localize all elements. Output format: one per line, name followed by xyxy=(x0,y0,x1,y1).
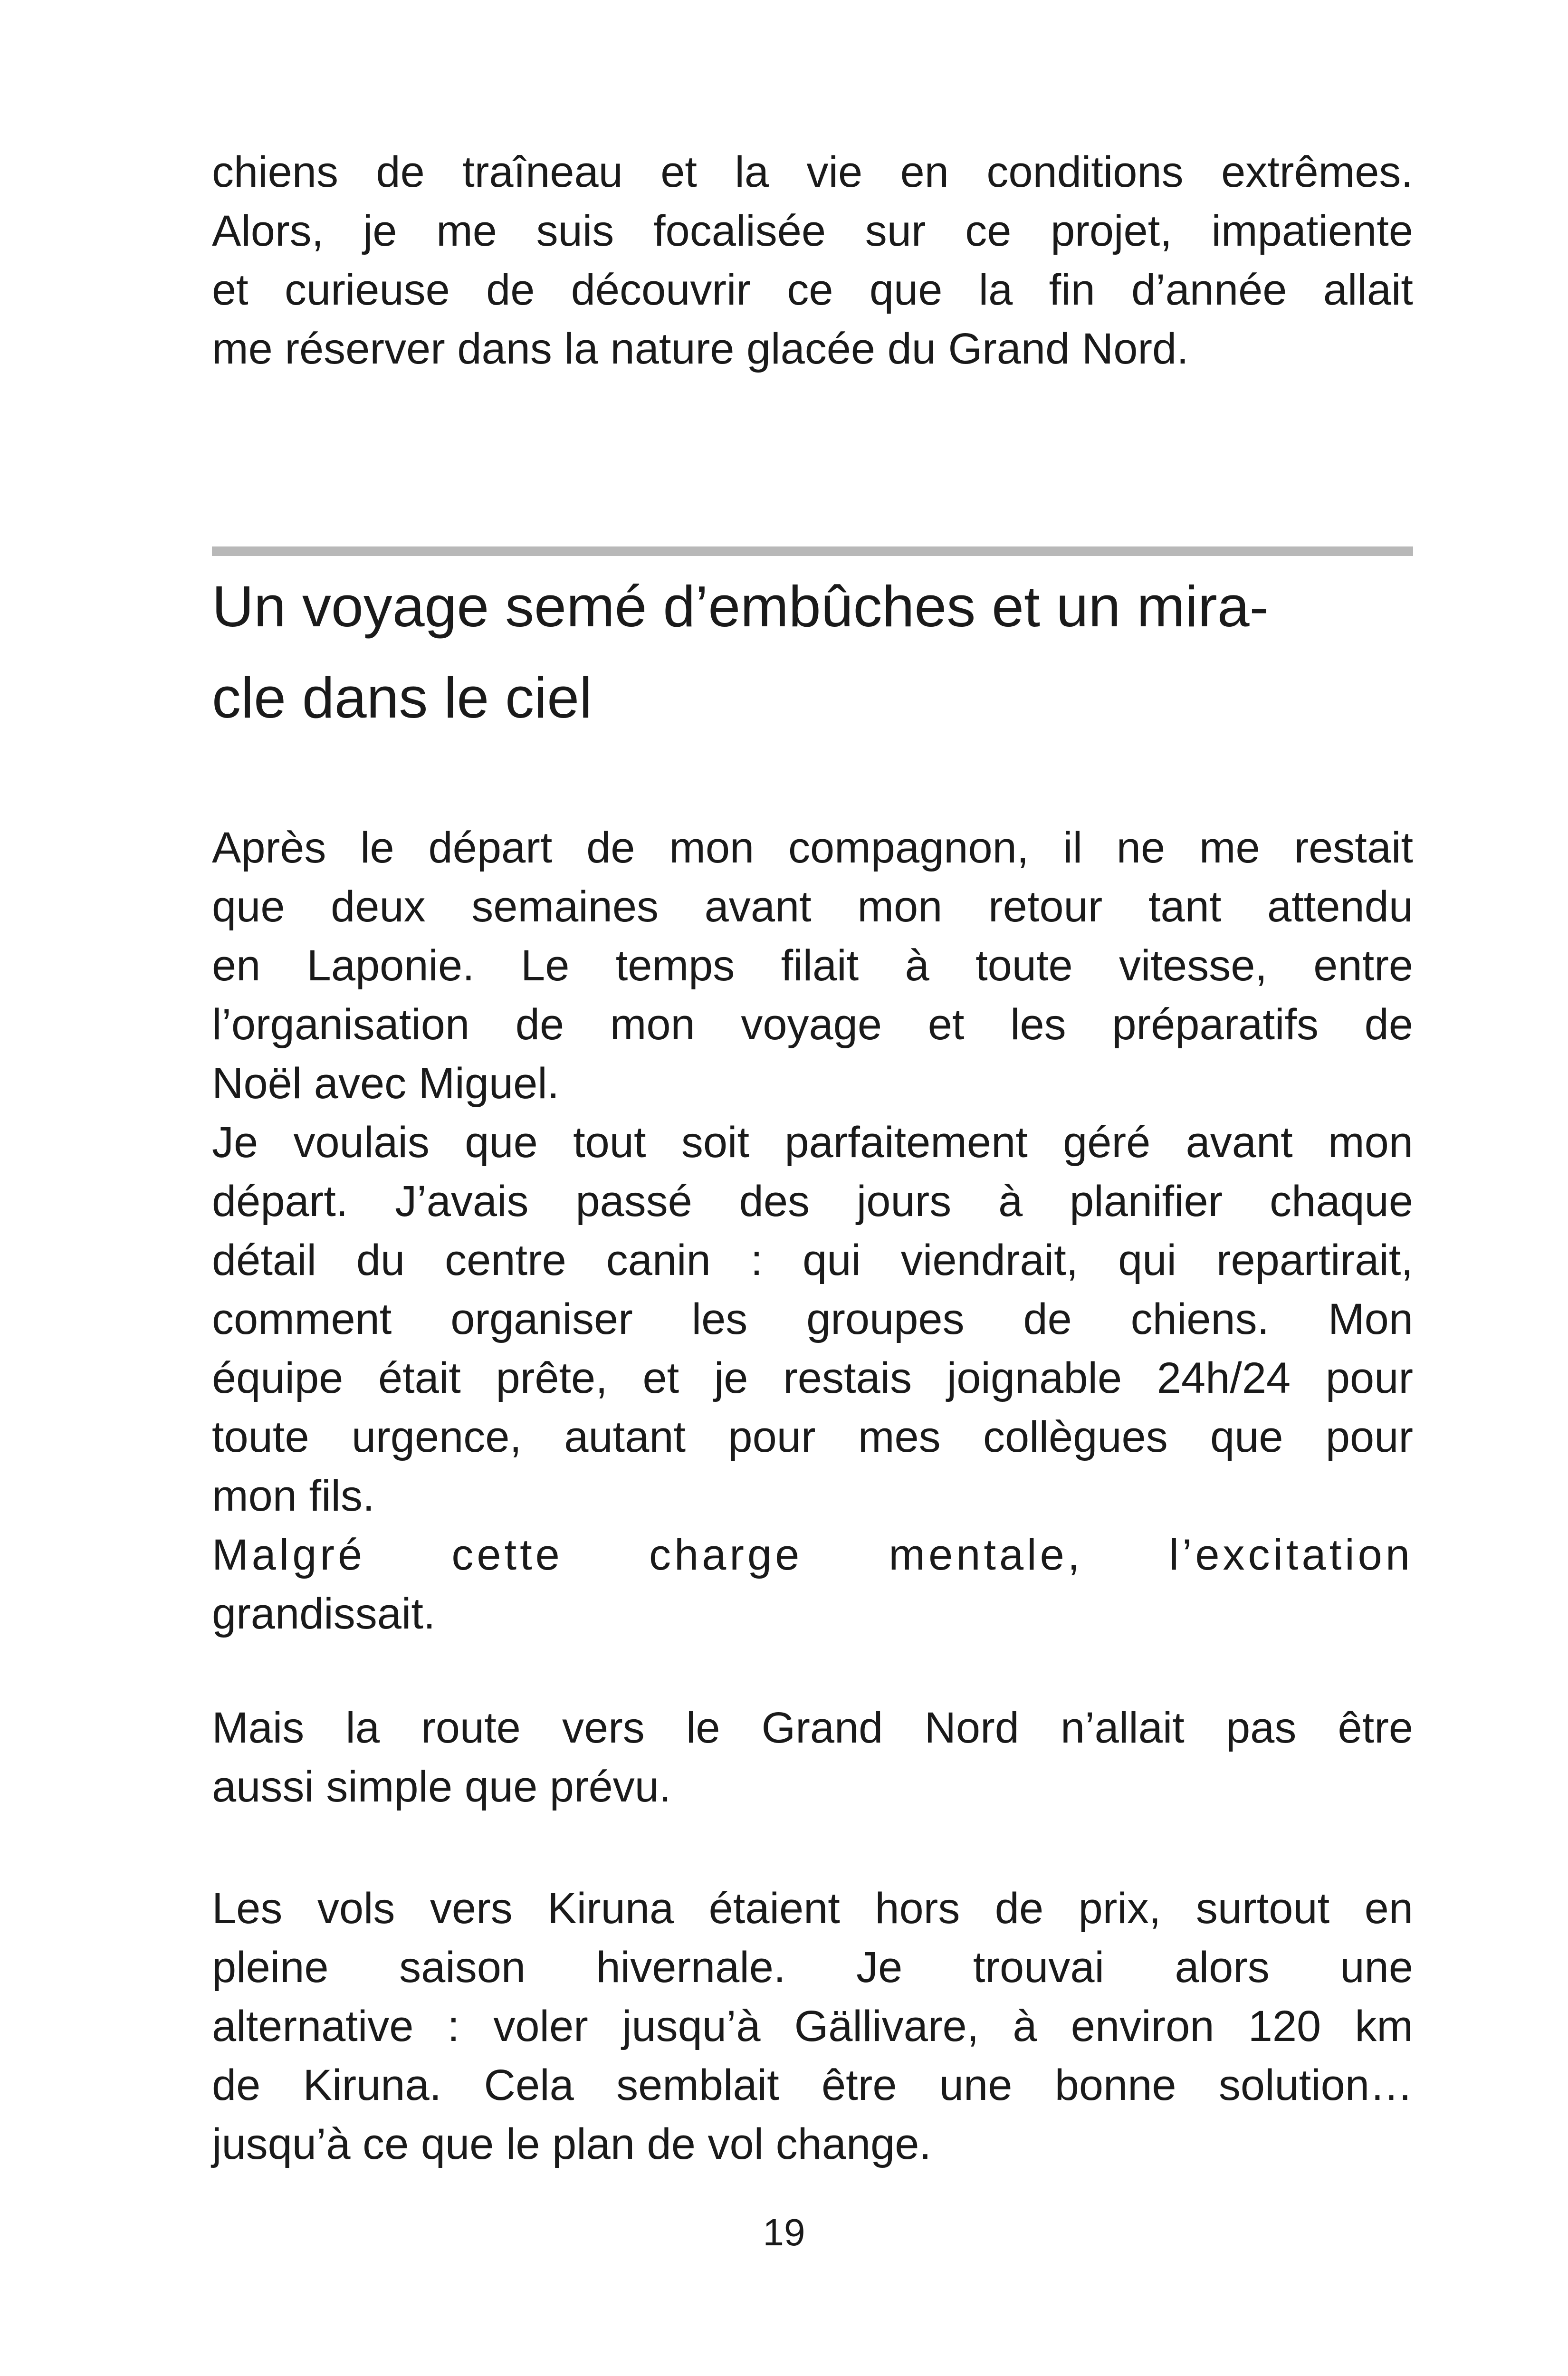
text-line: jusqu’à ce que le plan de vol change. xyxy=(212,2120,932,2168)
page-number: 19 xyxy=(763,2211,805,2253)
paragraph-2 xyxy=(212,1698,1413,1816)
text-line: pleine saison hivernale. Je trouvai alors une xyxy=(212,1943,1413,1992)
text-line: l’organisation de mon voyage et les préparatifs de xyxy=(212,1000,1413,1049)
text-line: chiens de traîneau et la vie en conditions extrêmes. xyxy=(212,148,1413,196)
text-line: Malgré cette charge mentale, l’excitation xyxy=(212,1531,1413,1579)
text-line: alternative : voler jusqu’à Gällivare, à environ 120 km xyxy=(212,2002,1413,2050)
text-line: Après le départ de mon compagnon, il ne me restait xyxy=(212,824,1413,872)
text-line: en Laponie. Le temps filait à toute vitesse, entre xyxy=(212,941,1413,990)
intro-paragraph xyxy=(212,143,1413,378)
text-line: de Kiruna. Cela semblait être une bonne solution… xyxy=(212,2061,1413,2109)
text-line: aussi simple que prévu. xyxy=(212,1763,671,1811)
heading-line: Un voyage semé d’embûches et un mira- xyxy=(212,574,1269,639)
text-line: Mais la route vers le Grand Nord n’allait pas être xyxy=(212,1704,1413,1752)
text-line: départ. J’avais passé des jours à planifier chaque xyxy=(212,1177,1413,1226)
text-line: que deux semaines avant mon retour tant attendu xyxy=(212,882,1413,931)
text-line: mon fils. xyxy=(212,1472,375,1520)
text-line: grandissait. xyxy=(212,1590,436,1638)
section-heading xyxy=(212,561,1413,743)
text-line: Alors, je me suis focalisée sur ce projet, impatiente xyxy=(212,207,1413,255)
paragraph-1 xyxy=(212,818,1413,1643)
text-line: me réserver dans la nature glacée du Grand Nord. xyxy=(212,325,1189,373)
text-line: Je voulais que tout soit parfaitement géré avant mon xyxy=(212,1118,1413,1167)
text-line: et curieuse de découvrir ce que la fin d’année allait xyxy=(212,266,1413,314)
text-line: équipe était prête, et je restais joignable 24h/24 pour xyxy=(212,1354,1413,1402)
heading-line: cle dans le ciel xyxy=(212,665,593,730)
paragraph-3 xyxy=(212,1879,1413,2174)
text-line: Les vols vers Kiruna étaient hors de prix, surtout en xyxy=(212,1884,1413,1933)
text-line: toute urgence, autant pour mes collègues que pour xyxy=(212,1413,1413,1461)
text-line: détail du centre canin : qui viendrait, qui repartirait, xyxy=(212,1236,1413,1284)
section-divider xyxy=(212,546,1413,556)
text-line: comment organiser les groupes de chiens. Mon xyxy=(212,1295,1413,1343)
text-line: Noël avec Miguel. xyxy=(212,1059,560,1108)
